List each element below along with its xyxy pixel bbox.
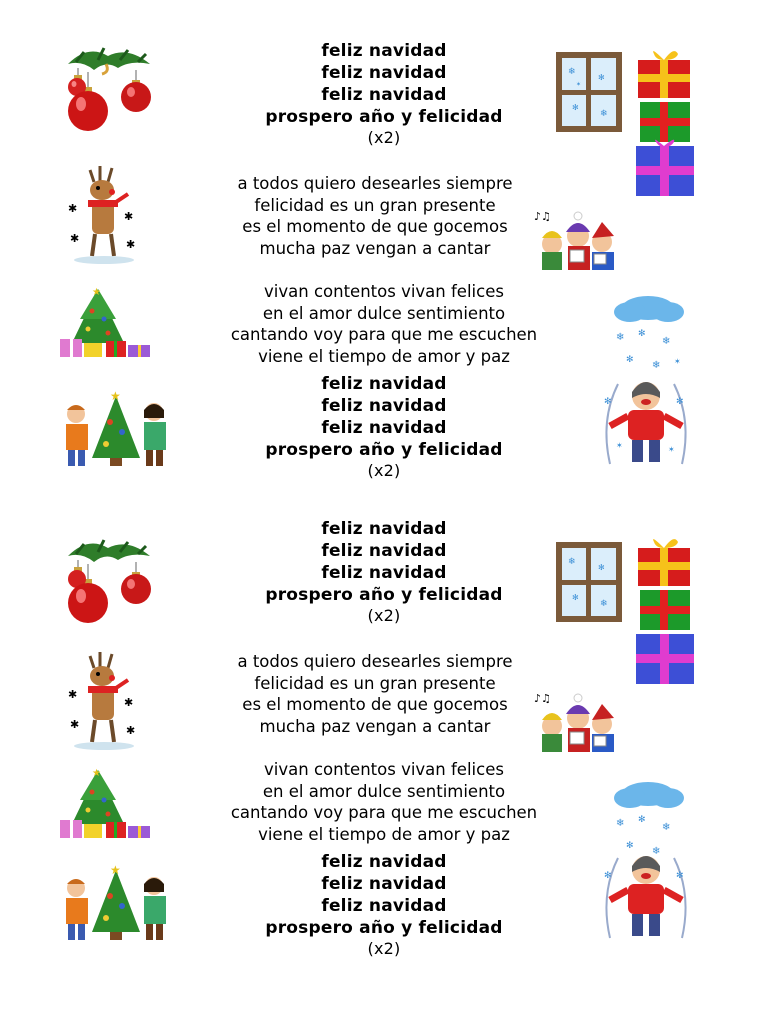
svg-text:✱: ✱ (124, 210, 134, 223)
verse-line: a todos quiero desearles siempre (237, 652, 513, 671)
svg-text:✱: ✱ (68, 202, 78, 215)
svg-text:★: ★ (92, 287, 101, 298)
svg-text:♪♫: ♪♫ (534, 692, 551, 705)
chorus-line: prospero año y felicidad (265, 440, 503, 460)
chorus-line: feliz navidad (321, 896, 447, 916)
verse-line: felicidad es un gran presente (254, 673, 496, 693)
christmas-tree-with-presents-icon (58, 285, 154, 359)
svg-text:★: ★ (110, 389, 121, 403)
svg-text:✶: ✶ (674, 357, 681, 366)
reindeer-icon (66, 160, 146, 268)
frosty-window-icon (554, 540, 624, 624)
repeat-marker: (x2) (367, 606, 401, 625)
chorus-line: feliz navidad (321, 418, 447, 438)
carolers-icon (530, 688, 622, 754)
verse-line: cantando voy para que me escuchen (230, 803, 538, 822)
repeat-marker: (x2) (367, 461, 401, 480)
svg-text:✶: ✶ (576, 81, 582, 88)
lyrics-sheet-1 (0, 0, 768, 480)
chorus-line: feliz navidad (321, 63, 447, 83)
lyrics-sheet-2 (0, 478, 768, 958)
svg-text:❄: ❄ (616, 332, 625, 343)
verse-line: en el amor dulce sentimiento (262, 781, 506, 801)
svg-text:✻: ✻ (638, 815, 646, 825)
children-decorating-tree-icon (62, 388, 170, 472)
repeat-marker: (x2) (367, 128, 401, 147)
reindeer-icon (66, 646, 146, 754)
chorus-line: feliz navidad (321, 874, 447, 894)
chorus-line: prospero año y felicidad (265, 585, 503, 605)
svg-text:❄: ❄ (568, 557, 576, 567)
chorus-line: prospero año y felicidad (265, 107, 503, 127)
frosty-window-icon (554, 50, 624, 134)
svg-text:✶: ✶ (668, 445, 675, 454)
verse-line: felicidad es un gran presente (254, 195, 496, 215)
svg-text:★: ★ (92, 768, 101, 779)
svg-text:✶: ✶ (616, 441, 623, 450)
svg-text:✻: ✻ (638, 329, 646, 339)
svg-text:✻: ✻ (598, 73, 605, 82)
christmas-tree-with-presents-icon (58, 766, 154, 840)
svg-text:✱: ✱ (70, 232, 80, 245)
svg-text:❄: ❄ (662, 822, 671, 833)
chorus-line: feliz navidad (321, 85, 447, 105)
svg-text:✻: ✻ (572, 593, 579, 602)
verse-line: vivan contentos vivan felices (264, 760, 504, 779)
verse-line: viene el tiempo de amor y paz (258, 346, 510, 366)
verse-line: en el amor dulce sentimiento (262, 303, 506, 323)
svg-text:♪♫: ♪♫ (534, 210, 551, 223)
svg-text:✻: ✻ (598, 563, 605, 572)
chorus-line: feliz navidad (321, 374, 447, 394)
svg-text:✱: ✱ (70, 718, 80, 731)
chorus-line: feliz navidad (321, 541, 447, 561)
child-in-snow-icon (596, 374, 696, 474)
verse-line: es el momento de que gocemos (242, 217, 508, 236)
svg-text:✻: ✻ (676, 871, 684, 881)
stacked-gifts-icon (634, 44, 698, 202)
carolers-icon (530, 206, 622, 272)
svg-text:✻: ✻ (626, 355, 634, 365)
svg-text:❄: ❄ (600, 599, 608, 609)
svg-text:✻: ✻ (572, 103, 579, 112)
svg-text:✱: ✱ (126, 724, 136, 737)
chorus-line: feliz navidad (321, 563, 447, 583)
svg-text:✱: ✱ (126, 238, 136, 251)
verse-line: vivan contentos vivan felices (264, 282, 504, 301)
svg-text:✱: ✱ (124, 696, 134, 709)
svg-text:✱: ✱ (68, 688, 78, 701)
verse-line: a todos quiero desearles siempre (237, 174, 513, 193)
chorus-line: prospero año y felicidad (265, 918, 503, 938)
christmas-baubles-icon (58, 42, 158, 134)
verse-line: mucha paz vengan a cantar (259, 238, 491, 258)
children-decorating-tree-icon (62, 862, 170, 946)
svg-text:❄: ❄ (616, 818, 625, 829)
svg-text:❄: ❄ (568, 67, 576, 77)
svg-text:✻: ✻ (604, 871, 612, 881)
chorus-line: feliz navidad (321, 41, 447, 61)
snowy-cloud-icon (608, 292, 688, 374)
chorus-line: feliz navidad (321, 396, 447, 416)
svg-text:✻: ✻ (604, 397, 612, 407)
svg-text:✻: ✻ (676, 397, 684, 407)
stacked-gifts-icon (634, 532, 698, 690)
verse-line: cantando voy para que me escuchen (230, 325, 538, 344)
child-in-snow-icon (596, 848, 696, 948)
svg-text:❄: ❄ (652, 360, 661, 371)
chorus-line: feliz navidad (321, 519, 447, 539)
svg-text:★: ★ (110, 863, 121, 877)
verse-line: es el momento de que gocemos (242, 695, 508, 714)
chorus-line: feliz navidad (321, 852, 447, 872)
christmas-baubles-icon (58, 534, 158, 626)
repeat-marker: (x2) (367, 939, 401, 958)
svg-text:❄: ❄ (662, 336, 671, 347)
svg-text:❄: ❄ (600, 109, 608, 119)
svg-text:❄: ❄ (652, 846, 661, 857)
verse-line: mucha paz vengan a cantar (259, 716, 491, 736)
verse-line: viene el tiempo de amor y paz (258, 824, 510, 844)
svg-text:✻: ✻ (626, 841, 634, 851)
